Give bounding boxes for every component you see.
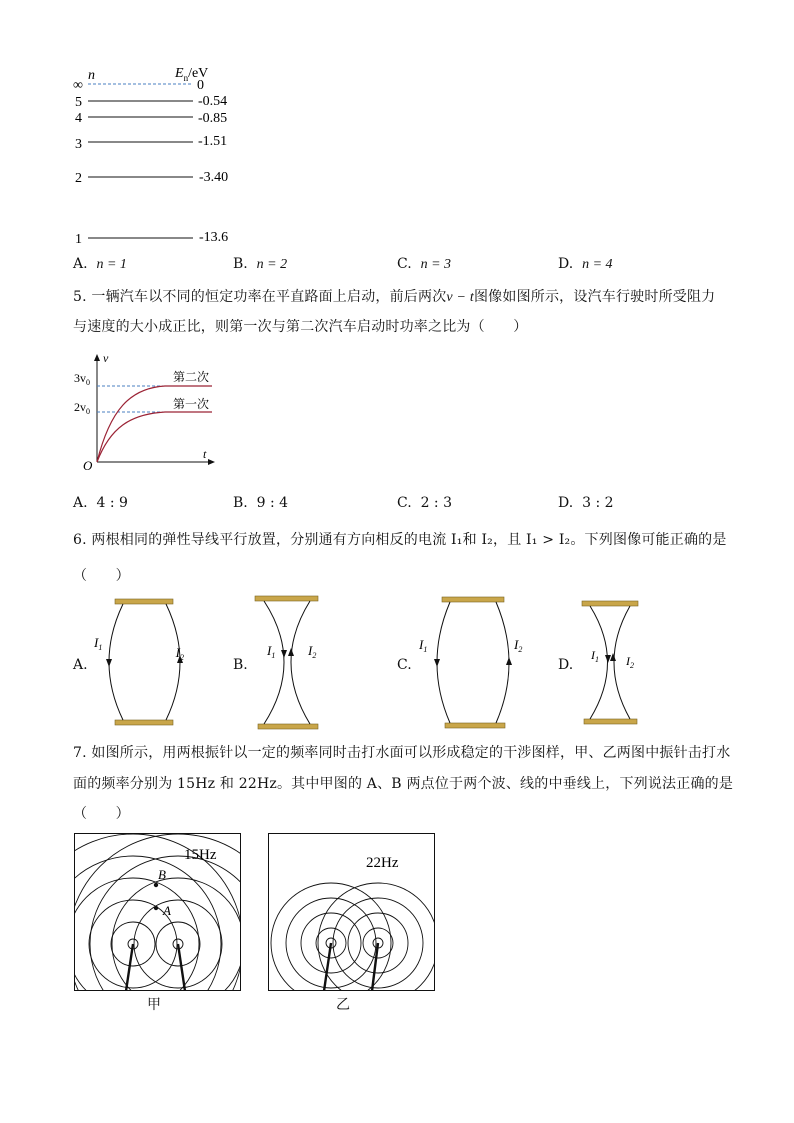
q6-option-a[interactable]: A. — [73, 657, 88, 673]
y-axis-label: v — [103, 351, 109, 365]
arrow-up — [610, 653, 616, 661]
level-n-3: 3 — [75, 137, 82, 152]
q6-option-b[interactable]: B. — [233, 657, 248, 673]
q6-stem-line1: 6. 两根相同的弹性导线平行放置，分别通有方向相反的电流 I₁和 I₂，且 I₁ > I₂。下列图像可能正确的是 — [73, 532, 727, 548]
bottom-bar — [584, 719, 637, 724]
q7-figure-jia — [74, 833, 241, 991]
top-bar — [442, 597, 504, 602]
level-energy-3: -1.51 — [198, 134, 228, 149]
q5-stem-line1: 5. 一辆汽车以不同的恒定功率在平直路面上启动，前后两次v − t图像如图所示，设汽车行驶时所受阻力 — [73, 289, 716, 305]
energy-level-diagram — [60, 55, 260, 255]
arrow-up — [506, 657, 512, 665]
label-i1: $I_1$ — [419, 637, 428, 654]
q6-option-d[interactable]: D. — [558, 657, 574, 673]
wire-1 — [437, 602, 450, 723]
q7-stem-line2: 面的频率分别为 15Hz 和 22Hz。其中甲图的 A、B 两点位于两个波、线的中垂线上，下列说法正确的是 — [73, 776, 734, 792]
level-n-1: 1 — [75, 232, 82, 247]
point-a-dot — [154, 906, 158, 910]
point-b-label: B — [158, 867, 166, 882]
curve-first — [97, 412, 212, 462]
q5-stem-line2: 与速度的大小成正比，则第一次与第二次汽车启动时功率之比为（ ） — [73, 319, 528, 335]
point-a-label: A — [163, 903, 171, 918]
q6-figure-a — [90, 595, 185, 730]
q6-stem-line2: （ ） — [73, 568, 130, 584]
label-i2: $I_2$ — [175, 645, 184, 662]
bottom-bar — [445, 723, 505, 728]
level-n-5: 5 — [75, 95, 82, 110]
arrow-down — [106, 659, 112, 667]
q6-figure-b — [250, 592, 330, 734]
q4-option-b[interactable]: B. n = 2 — [233, 256, 288, 272]
n-axis-label: n — [88, 68, 95, 83]
bottom-bar — [115, 720, 173, 725]
arrow-up — [288, 648, 294, 656]
wire-1 — [264, 601, 284, 724]
q7-caption-yi: 乙 — [336, 997, 350, 1013]
y-axis-arrow — [94, 354, 100, 361]
wire-1 — [109, 604, 123, 720]
label-i2: $I_2$ — [308, 643, 317, 660]
q7-caption-jia: 甲 — [147, 997, 161, 1013]
top-bar — [255, 596, 318, 601]
q5-option-d[interactable]: D. 3 : 2 — [558, 495, 614, 511]
q5-option-a[interactable]: A. 4 : 9 — [73, 495, 128, 511]
tick-2v0: $2v_0$ — [74, 400, 90, 416]
top-bar — [582, 601, 638, 606]
q5-vt-graph — [70, 350, 230, 475]
level-energy-4: -0.85 — [198, 111, 228, 126]
level-energy-1: -13.6 — [199, 230, 229, 245]
q6-figure-d — [575, 597, 655, 729]
point-b-dot — [154, 883, 158, 887]
x-axis-arrow — [208, 459, 215, 465]
q7-stem-line3: （ ） — [73, 806, 130, 822]
bottom-bar — [258, 724, 318, 729]
label-i1: $I_1$ — [591, 648, 599, 664]
origin-label: O — [83, 458, 93, 473]
arrow-down — [281, 650, 287, 658]
wire-2 — [291, 601, 310, 724]
label-i2: $I_2$ — [626, 654, 634, 670]
freq-label: 15Hz — [184, 847, 217, 863]
q5-option-c[interactable]: C. 2 : 3 — [397, 495, 453, 511]
level-energy-2: -3.40 — [199, 170, 229, 185]
q6-option-c[interactable]: C. — [397, 657, 412, 673]
label-i1: $I_1$ — [94, 635, 103, 652]
arrow-down — [605, 655, 611, 663]
label-i2: $I_2$ — [514, 637, 523, 654]
q4-option-c[interactable]: C. n = 3 — [397, 256, 452, 272]
level-n-4: 4 — [75, 111, 82, 126]
tick-3v0: $3v_0$ — [74, 371, 90, 387]
q7-figure-yi — [268, 833, 435, 991]
level-n-2: 2 — [75, 171, 82, 186]
q5-option-b[interactable]: B. 9 : 4 — [233, 495, 289, 511]
level-n-inf: ∞ — [73, 78, 83, 93]
level-energy-5: -0.54 — [198, 94, 228, 109]
top-bar — [115, 599, 173, 604]
curve-first-label: 第一次 — [173, 397, 210, 411]
arrow-down — [434, 659, 440, 667]
freq-label: 22Hz — [366, 855, 399, 871]
en-axis-label: $E_n/eV$ — [175, 66, 209, 83]
curve-second-label: 第二次 — [173, 370, 210, 384]
label-i1: $I_1$ — [267, 643, 276, 660]
x-axis-label: t — [203, 447, 207, 461]
q4-option-a[interactable]: A. n = 1 — [73, 256, 127, 272]
q7-stem-line1: 7. 如图所示，用两根振针以一定的频率同时击打水面可以形成稳定的干涉图样，甲、乙两图中振针击打水 — [73, 745, 731, 761]
q4-option-d[interactable]: D. n = 4 — [558, 256, 613, 272]
q6-figure-c — [410, 593, 525, 733]
level-energy-inf: 0 — [197, 78, 204, 93]
